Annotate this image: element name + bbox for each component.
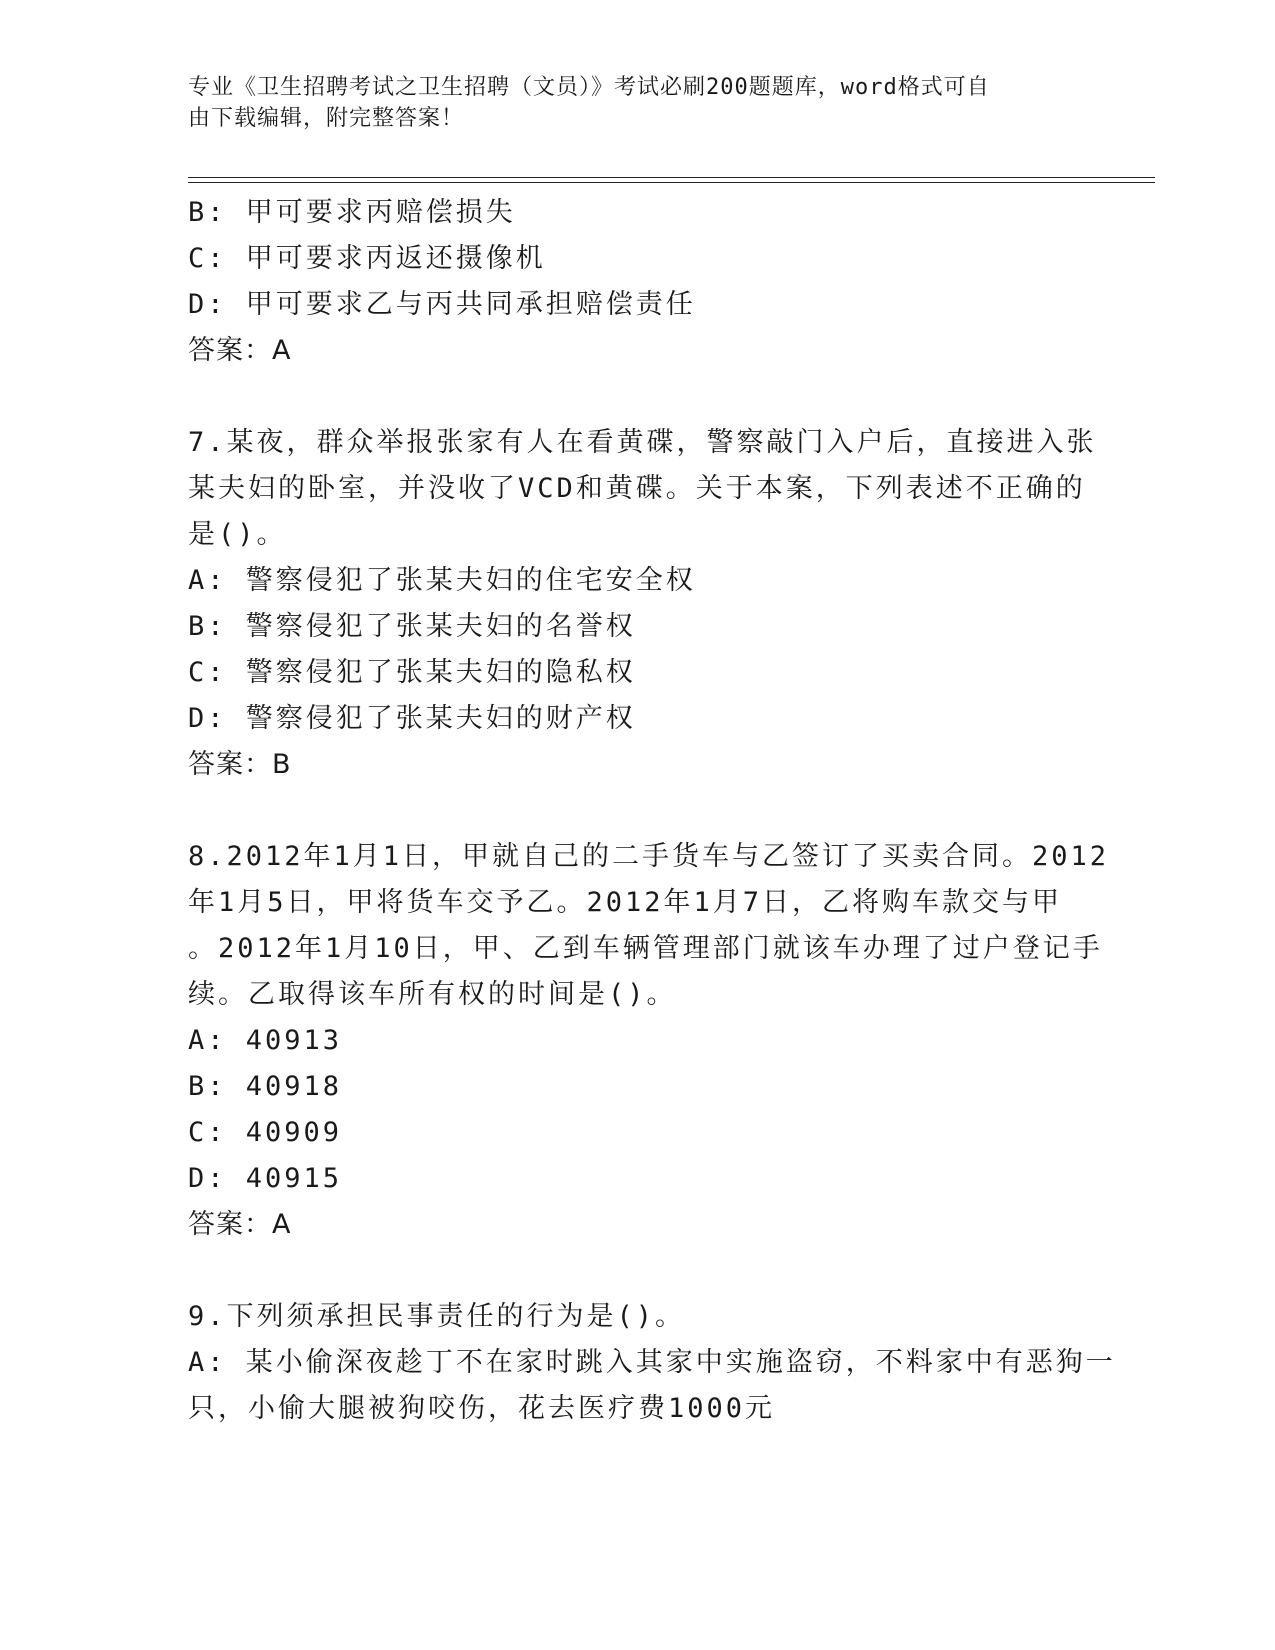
option-a-line: A: 某小偷深夜趁丁不在家时跳入其家中实施盗窃，不料家中有恶狗一 xyxy=(188,1347,1116,1378)
header-title-line-1: 专业《卫生招聘考试之卫生招聘（文员）》考试必刷200题题库，word格式可自 xyxy=(188,75,990,100)
question-stem-line: 7.某夜，群众举报张家有人在看黄碟，警察敲门入户后，直接进入张 xyxy=(188,427,1097,458)
option-c: C: 甲可要求丙返还摄像机 xyxy=(188,243,546,274)
option-a-line: 只，小偷大腿被狗咬伤，花去医疗费1000元 xyxy=(188,1393,776,1424)
option-d: D: 甲可要求乙与丙共同承担赔偿责任 xyxy=(188,289,696,320)
question-8 xyxy=(188,834,1110,1248)
question-6 xyxy=(188,190,1088,374)
question-stem-line: 。2012年1月10日，甲、乙到车辆管理部门就该车办理了过户登记手 xyxy=(188,933,1103,964)
question-spacer xyxy=(188,374,1088,420)
header-title-line-2: 由下载编辑，附完整答案！ xyxy=(188,106,465,131)
option-a: A: 警察侵犯了张某夫妇的住宅安全权 xyxy=(188,565,696,596)
question-stem-line: 9.下列须承担民事责任的行为是()。 xyxy=(188,1301,686,1332)
option-c: C: 40909 xyxy=(188,1117,343,1148)
question-spacer xyxy=(188,1248,1088,1294)
option-b: B: 40918 xyxy=(188,1071,343,1102)
answer-label: 答案：A xyxy=(188,335,292,366)
question-stem-line: 是()。 xyxy=(188,519,287,550)
header-divider xyxy=(188,177,1155,183)
option-c: C: 警察侵犯了张某夫妇的隐私权 xyxy=(188,657,636,688)
page-header xyxy=(188,72,1068,134)
question-spacer xyxy=(188,788,1088,834)
option-d: D: 警察侵犯了张某夫妇的财产权 xyxy=(188,703,636,734)
question-7 xyxy=(188,420,1097,788)
answer-label: 答案：B xyxy=(188,749,292,780)
question-9 xyxy=(188,1294,1116,1432)
option-b: B: 甲可要求丙赔偿损失 xyxy=(188,197,516,228)
option-d: D: 40915 xyxy=(188,1163,343,1194)
answer-label: 答案：A xyxy=(188,1209,292,1240)
question-content xyxy=(188,190,1116,1432)
question-stem-line: 年1月5日，甲将货车交予乙。2012年1月7日，乙将购车款交与甲 xyxy=(188,887,1063,918)
question-stem-line: 某夫妇的卧室，并没收了VCD和黄碟。关于本案，下列表述不正确的 xyxy=(188,473,1086,504)
question-stem-line: 8.2012年1月1日，甲就自己的二手货车与乙签订了买卖合同。2012 xyxy=(188,841,1110,872)
question-stem-line: 续。乙取得该车所有权的时间是()。 xyxy=(188,979,677,1010)
option-a: A: 40913 xyxy=(188,1025,343,1056)
option-b: B: 警察侵犯了张某夫妇的名誉权 xyxy=(188,611,636,642)
